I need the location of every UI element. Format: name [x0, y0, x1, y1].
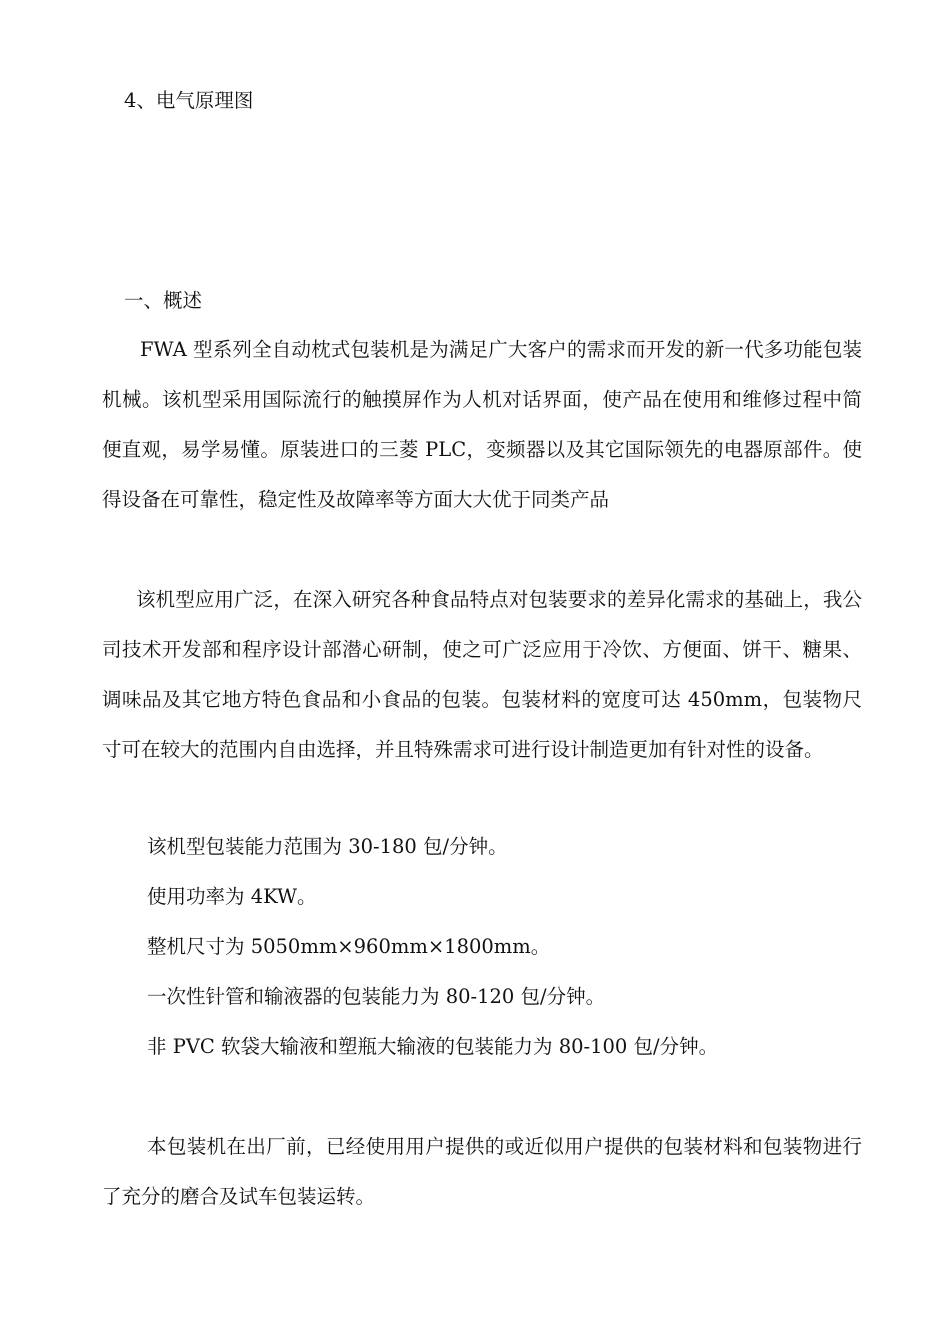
- closing-paragraph: 本包装机在出厂前，已经使用用户提供的或近似用户提供的包装材料和包装物进行了充分的磨合及试车包装运转。: [102, 1135, 862, 1208]
- intro-paragraph: FWA 型系列全自动枕式包装机是为满足广大客户的需求而开发的新一代多功能包装机械。该机型采用国际流行的触摸屏作为人机对话界面，使产品在使用和维修过程中简便直观，易学易懂。原装进口的三菱 PLC，变频器以及其它国际领先的电器原部件。使得设备在可靠性，稳定性及故障率等方面大大优于同类产品: [102, 338, 862, 511]
- section-title: 4、电气原理图: [124, 89, 254, 112]
- spec-power: 使用功率为 4KW。: [147, 885, 317, 908]
- spec-capacity: 该机型包装能力范围为 30-180 包/分钟。: [147, 835, 508, 858]
- application-paragraph: 该机型应用广泛，在深入研究各种食品特点对包装要求的差异化需求的基础上，我公司技术开发部和程序设计部潜心研制，使之可广泛应用于冷饮、方便面、饼干、糖果、调味品及其它地方特色食品和小食品的包装。包装材料的宽度可达 450mm，包装物尺寸可在较大的范围内自由选择，并且特殊需求可进行设计制造更加有针对性的设备。: [102, 588, 862, 761]
- spec-dimensions: 整机尺寸为 5050mm×960mm×1800mm。: [147, 935, 551, 958]
- spec-infusion-capacity: 非 PVC 软袋大输液和塑瓶大输液的包装能力为 80-100 包/分钟。: [147, 1035, 719, 1058]
- overview-heading: 一、概述: [124, 289, 203, 312]
- spec-syringe-capacity: 一次性针管和输液器的包装能力为 80-120 包/分钟。: [147, 985, 606, 1008]
